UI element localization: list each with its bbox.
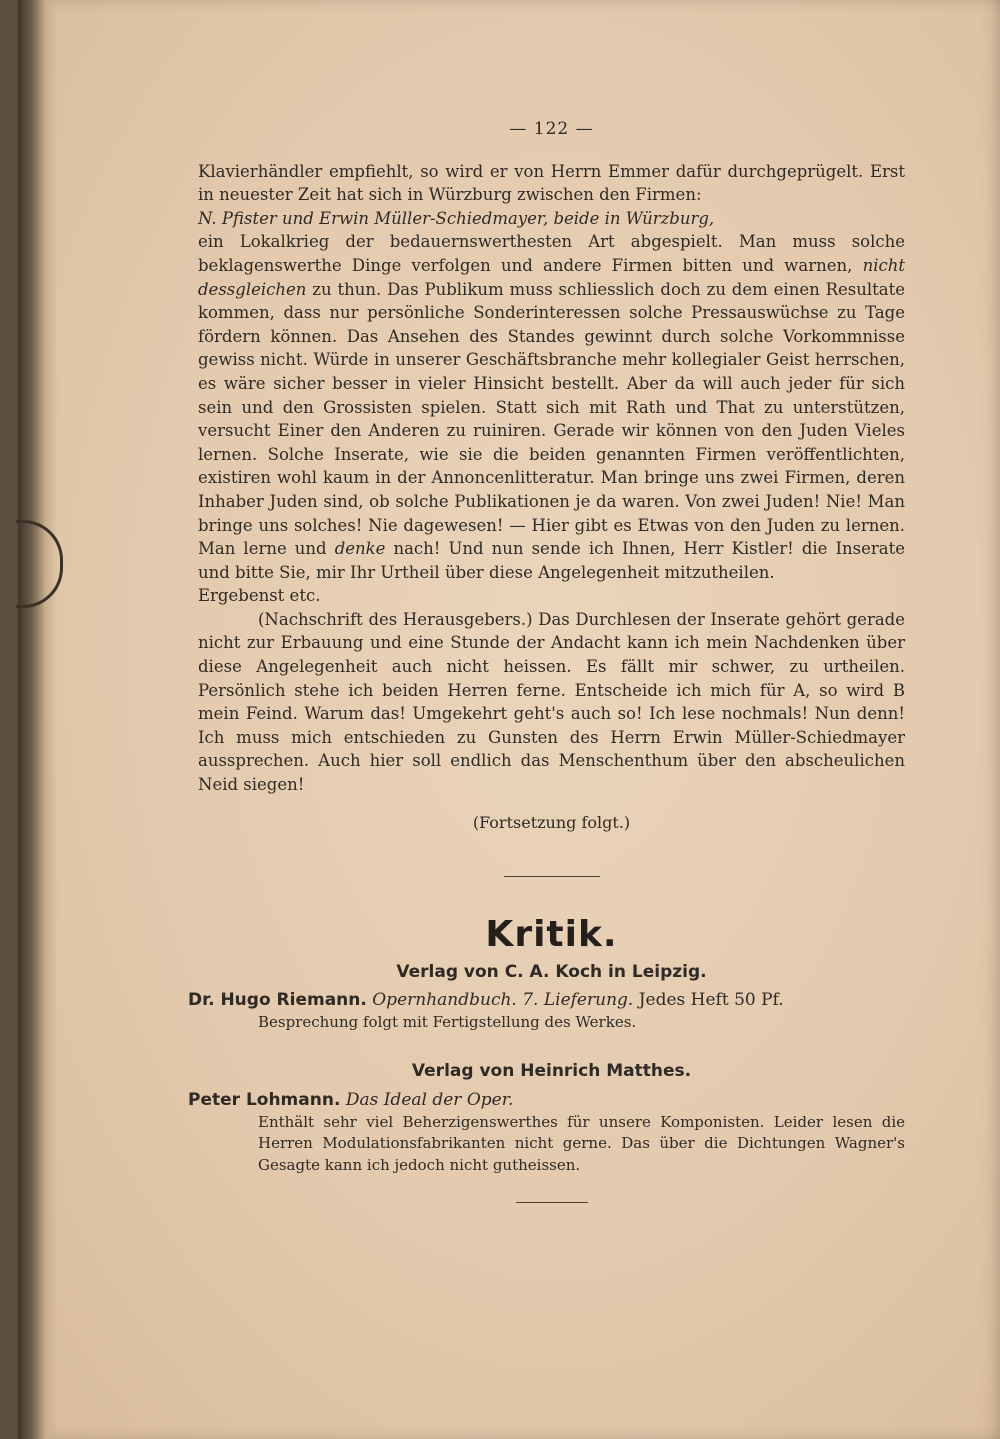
emphasis-text-2: denke: [334, 539, 386, 559]
letter-body-part-1: ein Lokalkrieg der bedauernswerthesten Art abgespielt. Man muss solche beklagenswerthe Dinge verfolgen und andere Firmen bitten und warnen,: [198, 232, 905, 275]
review-price: Jedes Heft 50 Pf.: [638, 990, 784, 1011]
letter-body: [198, 230, 905, 584]
review-note: Enthält sehr viel Beherzigenswerthes für unsere Komponisten. Leider lesen die Herren Modulationsfabrikanten nicht gerne. Das über die Dichtungen Wagner's Gesagte kann ich jedoch nicht gutheissen.: [258, 1112, 905, 1174]
firm-names: N. Pfister und Erwin Müller-Schiedmayer, beide in Würzburg,: [198, 208, 715, 228]
review-author: Dr. Hugo Riemann.: [188, 990, 367, 1011]
review-work-title: Das Ideal der Oper.: [345, 1089, 514, 1110]
emphasis-text-1: nicht dessgleichen: [198, 255, 905, 299]
letter-body-part-3: nach! Und nun sende ich Ihnen, Herr Kistler! die Inserate und bitte Sie, mir Ihr Urtheil über diese Angelegenheit mitzutheilen.: [198, 539, 905, 582]
letter-body-part-2: zu thun. Das Publikum muss schliesslich doch zu dem einen Resultate kommen, dass nur persönliche Sonderinteressen solche Pressauswüchse zu Tage fördern können. Das Ansehen des Standes gewinnt durch solche Vorkommnisse gewiss nicht. Würde in unserer Geschäftsbranche mehr kollegialer Geist herrschen, es wäre sicher besser in vieler Hinsicht bestellt. Aber da will auch jeder für sich sein und den Grossisten spielen. Statt sich mit Rath und That zu unterstützen, versucht Einer den Anderen zu ruiniren. Gerade wir können von den Juden Vieles lernen. Solche Inserate, wie sie die beiden genannten Firmen veröffentlichten, existiren wohl kaum in der Annoncenlitteratur. Man bringe uns zwei Firmen, deren Inhaber Juden sind, ob solche Publikationen je da waren. Von zwei Juden! Nie! Man bringe uns solches! Nie dagewesen! — Hier gibt es Etwas von den Juden zu lernen. Man lerne und: [198, 279, 905, 559]
divider: [504, 876, 600, 877]
review-header: [188, 1088, 905, 1112]
page-number: — 122 —: [509, 119, 594, 139]
continued-note: (Fortsetzung folgt.): [472, 812, 631, 832]
book-spine: [18, 0, 58, 1439]
letter-closing: Ergebenst etc.: [198, 586, 321, 606]
section-title: Kritik.: [485, 914, 618, 956]
review-entry: [188, 1088, 905, 1177]
publisher-heading: Verlag von C. A. Koch in Leipzig.: [396, 961, 707, 982]
paper-sheet: [18, 0, 1000, 1439]
publisher-heading: Verlag von Heinrich Matthes.: [411, 1060, 692, 1081]
review-header: [188, 988, 905, 1012]
review-work-title: Opernhandbuch. 7. Lieferung.: [372, 990, 634, 1011]
spacer: [198, 1034, 905, 1056]
review-note: Besprechung folgt mit Fertigstellung des Werkes.: [258, 1013, 637, 1032]
review-author: Peter Lohmann.: [188, 1089, 341, 1110]
divider: [516, 1202, 588, 1203]
page-content: [188, 118, 905, 1203]
review-entry: [188, 988, 905, 1034]
editor-note: (Nachschrift des Herausgebers.) Das Durchlesen der Inserate gehört gerade nicht zur Erbauung und eine Stunde der Andacht kann ich mein Nachdenken über diese Angelegenheit auch nicht heissen. Es fällt mir schwer, zu urtheilen. Persönlich stehe ich beiden Herren ferne. Entscheide ich mich für A, so wird B mein Feind. Warum das! Umgekehrt geht's auch so! Ich lese nochmals! Nun denn! Ich muss mich entschieden zu Gunsten des Herrn Erwin Müller-Schiedmayer aussprechen. Auch hier soll endlich das Menschenthum über den abscheulichen Neid siegen!: [198, 609, 905, 795]
letter-opening: Klavierhändler empfiehlt, so wird er von Herrn Emmer dafür durchgeprügelt. Erst in neuester Zeit hat sich in Würzburg zwischen den Firmen:: [198, 161, 905, 205]
letter-text: [198, 160, 905, 797]
